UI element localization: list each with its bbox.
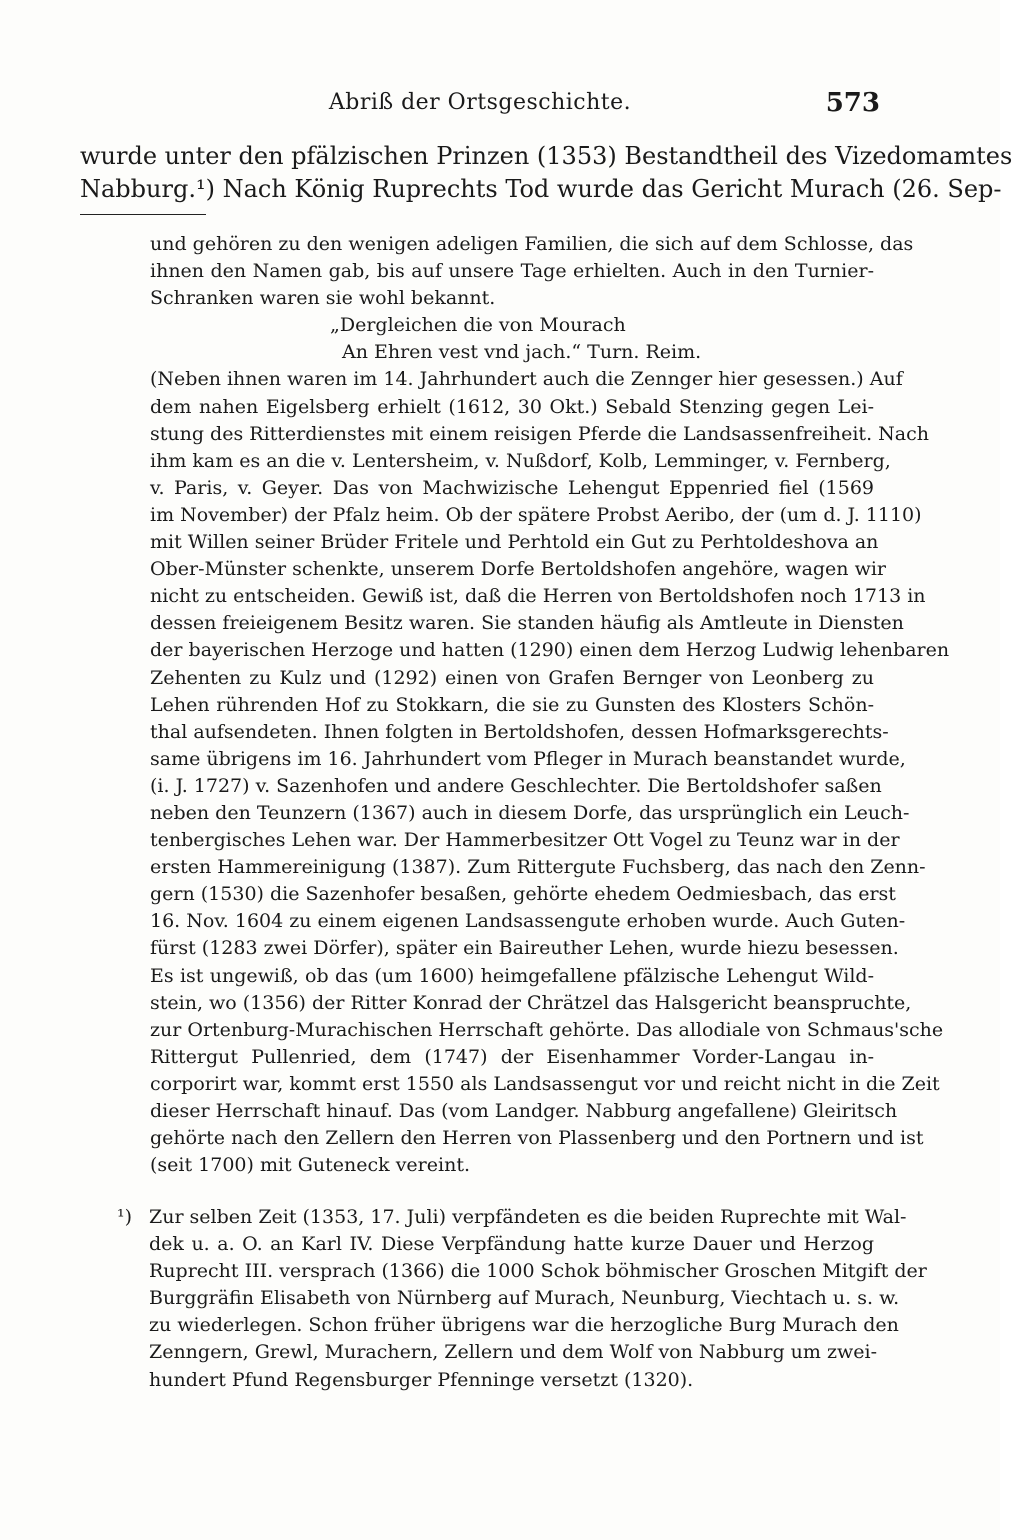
footnote-line: 16. Nov. 1604 zu einem eigenen Landsassengute erhoben wurde. Auch Guten-: [150, 910, 906, 933]
footnote-line: im November) der Pfalz heim. Ob der spätere Probst Aeribo, der (um d. J. 1110): [150, 503, 922, 526]
main-text: [80, 140, 1012, 206]
footnote-line: Lehen rührenden Hof zu Stokkarn, die sie zu Gunsten des Klosters Schön-: [150, 693, 874, 716]
footnote-line: v. Paris, v. Geyer. Das von Machwizische Lehengut Eppenried fiel (1569: [150, 476, 874, 499]
footnote-1: [117, 1204, 927, 1394]
footnote-continuation: [150, 231, 950, 1179]
footnote-line: (i. J. 1727) v. Sazenhofen und andere Geschlechter. Die Bertoldshofer saßen: [150, 774, 882, 797]
footnote-line: und gehören zu den wenigen adeligen Familien, die sich auf dem Schlosse, das: [150, 233, 914, 255]
footnote-line: dek u. a. O. an Karl IV. Diese Verpfändung hatte kurze Dauer und Herzog: [149, 1233, 874, 1256]
footnote-line: same übrigens im 16. Jahrhundert vom Pfleger in Murach beanstandet wurde,: [150, 747, 906, 770]
footnote-line: zu wiederlegen. Schon früher übrigens war die herzogliche Burg Murach den: [149, 1314, 899, 1337]
footnote-row: [117, 1204, 907, 1231]
footnote-line: Zehenten zu Kulz und (1292) einen von Grafen Bernger von Leonberg zu: [150, 666, 874, 689]
footnote-row: [117, 1231, 874, 1258]
footnote-line: stung des Ritterdienstes mit einem reisigen Pferde die Landsassenfreiheit. Nach: [150, 422, 929, 445]
footnote-line: mit Willen seiner Brüder Fritele und Perhtold ein Gut zu Perhtoldeshova an: [150, 531, 879, 554]
footnote-line: gern (1530) die Sazenhofer besaßen, gehörte ehedem Oedmiesbach, das erst: [150, 883, 896, 906]
footnote-line: nicht zu entscheiden. Gewiß ist, daß die Herren von Bertoldshofen noch 1713 in: [150, 585, 926, 608]
quote-line: „Dergleichen die von Mourach: [330, 314, 626, 337]
quote-line: An Ehren vest vnd jach.“ Turn. Reim.: [342, 341, 702, 364]
footnote-line: zur Ortenburg-Murachischen Herrschaft gehörte. Das allodiale von Schmaus'sche: [150, 1018, 944, 1041]
footnote-line: ihnen den Namen gab, bis auf unsere Tage erhielten. Auch in den Turnier-: [150, 260, 874, 283]
footnote-line: (seit 1700) mit Guteneck vereint.: [150, 1154, 470, 1177]
footnote-row: [117, 1312, 899, 1339]
footnote-row: [117, 1258, 927, 1285]
footnote-line: Ruprecht III. versprach (1366) die 1000 Schok böhmischer Groschen Mitgift der: [149, 1260, 927, 1283]
page-header: [80, 88, 880, 124]
footnote-continuation-paragraph: [150, 366, 950, 1179]
footnote-line: neben den Teunzern (1367) auch in diesem Dorfe, das ursprünglich ein Leuch-: [150, 801, 910, 824]
footnote-line: dessen freieigenem Besitz waren. Sie standen häufig als Amtleute in Diensten: [150, 612, 904, 635]
page-number: 573: [825, 88, 880, 118]
footnote-row: [117, 1339, 877, 1366]
footnote-line: der bayerischen Herzoge und hatten (1290) einen dem Herzog Ludwig lehenbaren: [150, 639, 950, 662]
footnote-line: ihm kam es an die v. Lentersheim, v. Nußdorf, Kolb, Lemminger, v. Fernberg,: [150, 449, 891, 472]
footnote-line: Rittergut Pullenried, dem (1747) der Eisenhammer Vorder-Langau in-: [150, 1045, 874, 1068]
text-line: Nabburg.¹) Nach König Ruprechts Tod wurde das Gericht Murach (26. Sep-: [80, 175, 1002, 203]
footnote-line: (Neben ihnen waren im 14. Jahrhundert auch die Zennger hier gesessen.) Auf: [150, 368, 903, 391]
footnote-body: [117, 1204, 927, 1394]
footnote-line: Ober-Münster schenkte, unserem Dorfe Bertoldshofen angehöre, wagen wir: [150, 558, 886, 581]
footnote-row: [117, 1367, 874, 1394]
footnote-row: [117, 1285, 900, 1312]
footnote-line: thal aufsendeten. Ihnen folgten in Bertoldshofen, dessen Hofmarksgerechts-: [150, 720, 889, 743]
footnote-line: fürst (1283 zwei Dörfer), später ein Baireuther Lehen, wurde hiezu besessen.: [150, 937, 899, 960]
footnote-line: Schranken waren sie wohl bekannt.: [150, 287, 496, 310]
footnote-line: Zur selben Zeit (1353, 17. Juli) verpfändeten es die beiden Ruprechte mit Wal-: [149, 1206, 907, 1228]
footnote-marker: ¹): [117, 1206, 133, 1228]
footnote-line: tenbergisches Lehen war. Der Hammerbesitzer Ott Vogel zu Teunz war in der: [150, 829, 900, 852]
footnote-line: dem nahen Eigelsberg erhielt (1612, 30 Okt.) Sebald Stenzing gegen Lei-: [150, 395, 874, 418]
text-line: wurde unter den pfälzischen Prinzen (1353) Bestandtheil des Vizedomamtes: [80, 142, 1012, 170]
footnote-line: ersten Hammereinigung (1387). Zum Rittergute Fuchsberg, das nach den Zenn-: [150, 856, 926, 879]
footnote-line: corporirt war, kommt erst 1550 als Landsassengut vor und reicht nicht in die Zeit: [150, 1072, 940, 1095]
running-title: Abriß der Ortsgeschichte.: [328, 90, 632, 115]
footnote-line: hundert Pfund Regensburger Pfenninge versetzt (1320).: [149, 1368, 694, 1391]
footnote-line: Burggräfin Elisabeth von Nürnberg auf Murach, Neunburg, Viechtach u. s. w.: [149, 1287, 900, 1310]
footnote-line: gehörte nach den Zellern den Herren von Plassenberg und den Portnern und ist: [150, 1127, 924, 1150]
footnote-line: stein, wo (1356) der Ritter Konrad der Chrätzel das Halsgericht beanspruchte,: [150, 991, 912, 1014]
footnote-separator-rule: [80, 214, 206, 215]
footnote-line: Es ist ungewiß, ob das (um 1600) heimgefallene pfälzische Lehengut Wild-: [150, 964, 874, 987]
footnote-line: Zenngern, Grewl, Murachern, Zellern und dem Wolf von Nabburg um zwei-: [149, 1341, 877, 1364]
footnote-line: dieser Herrschaft hinauf. Das (vom Landger. Nabburg angefallene) Gleiritsch: [150, 1100, 898, 1122]
